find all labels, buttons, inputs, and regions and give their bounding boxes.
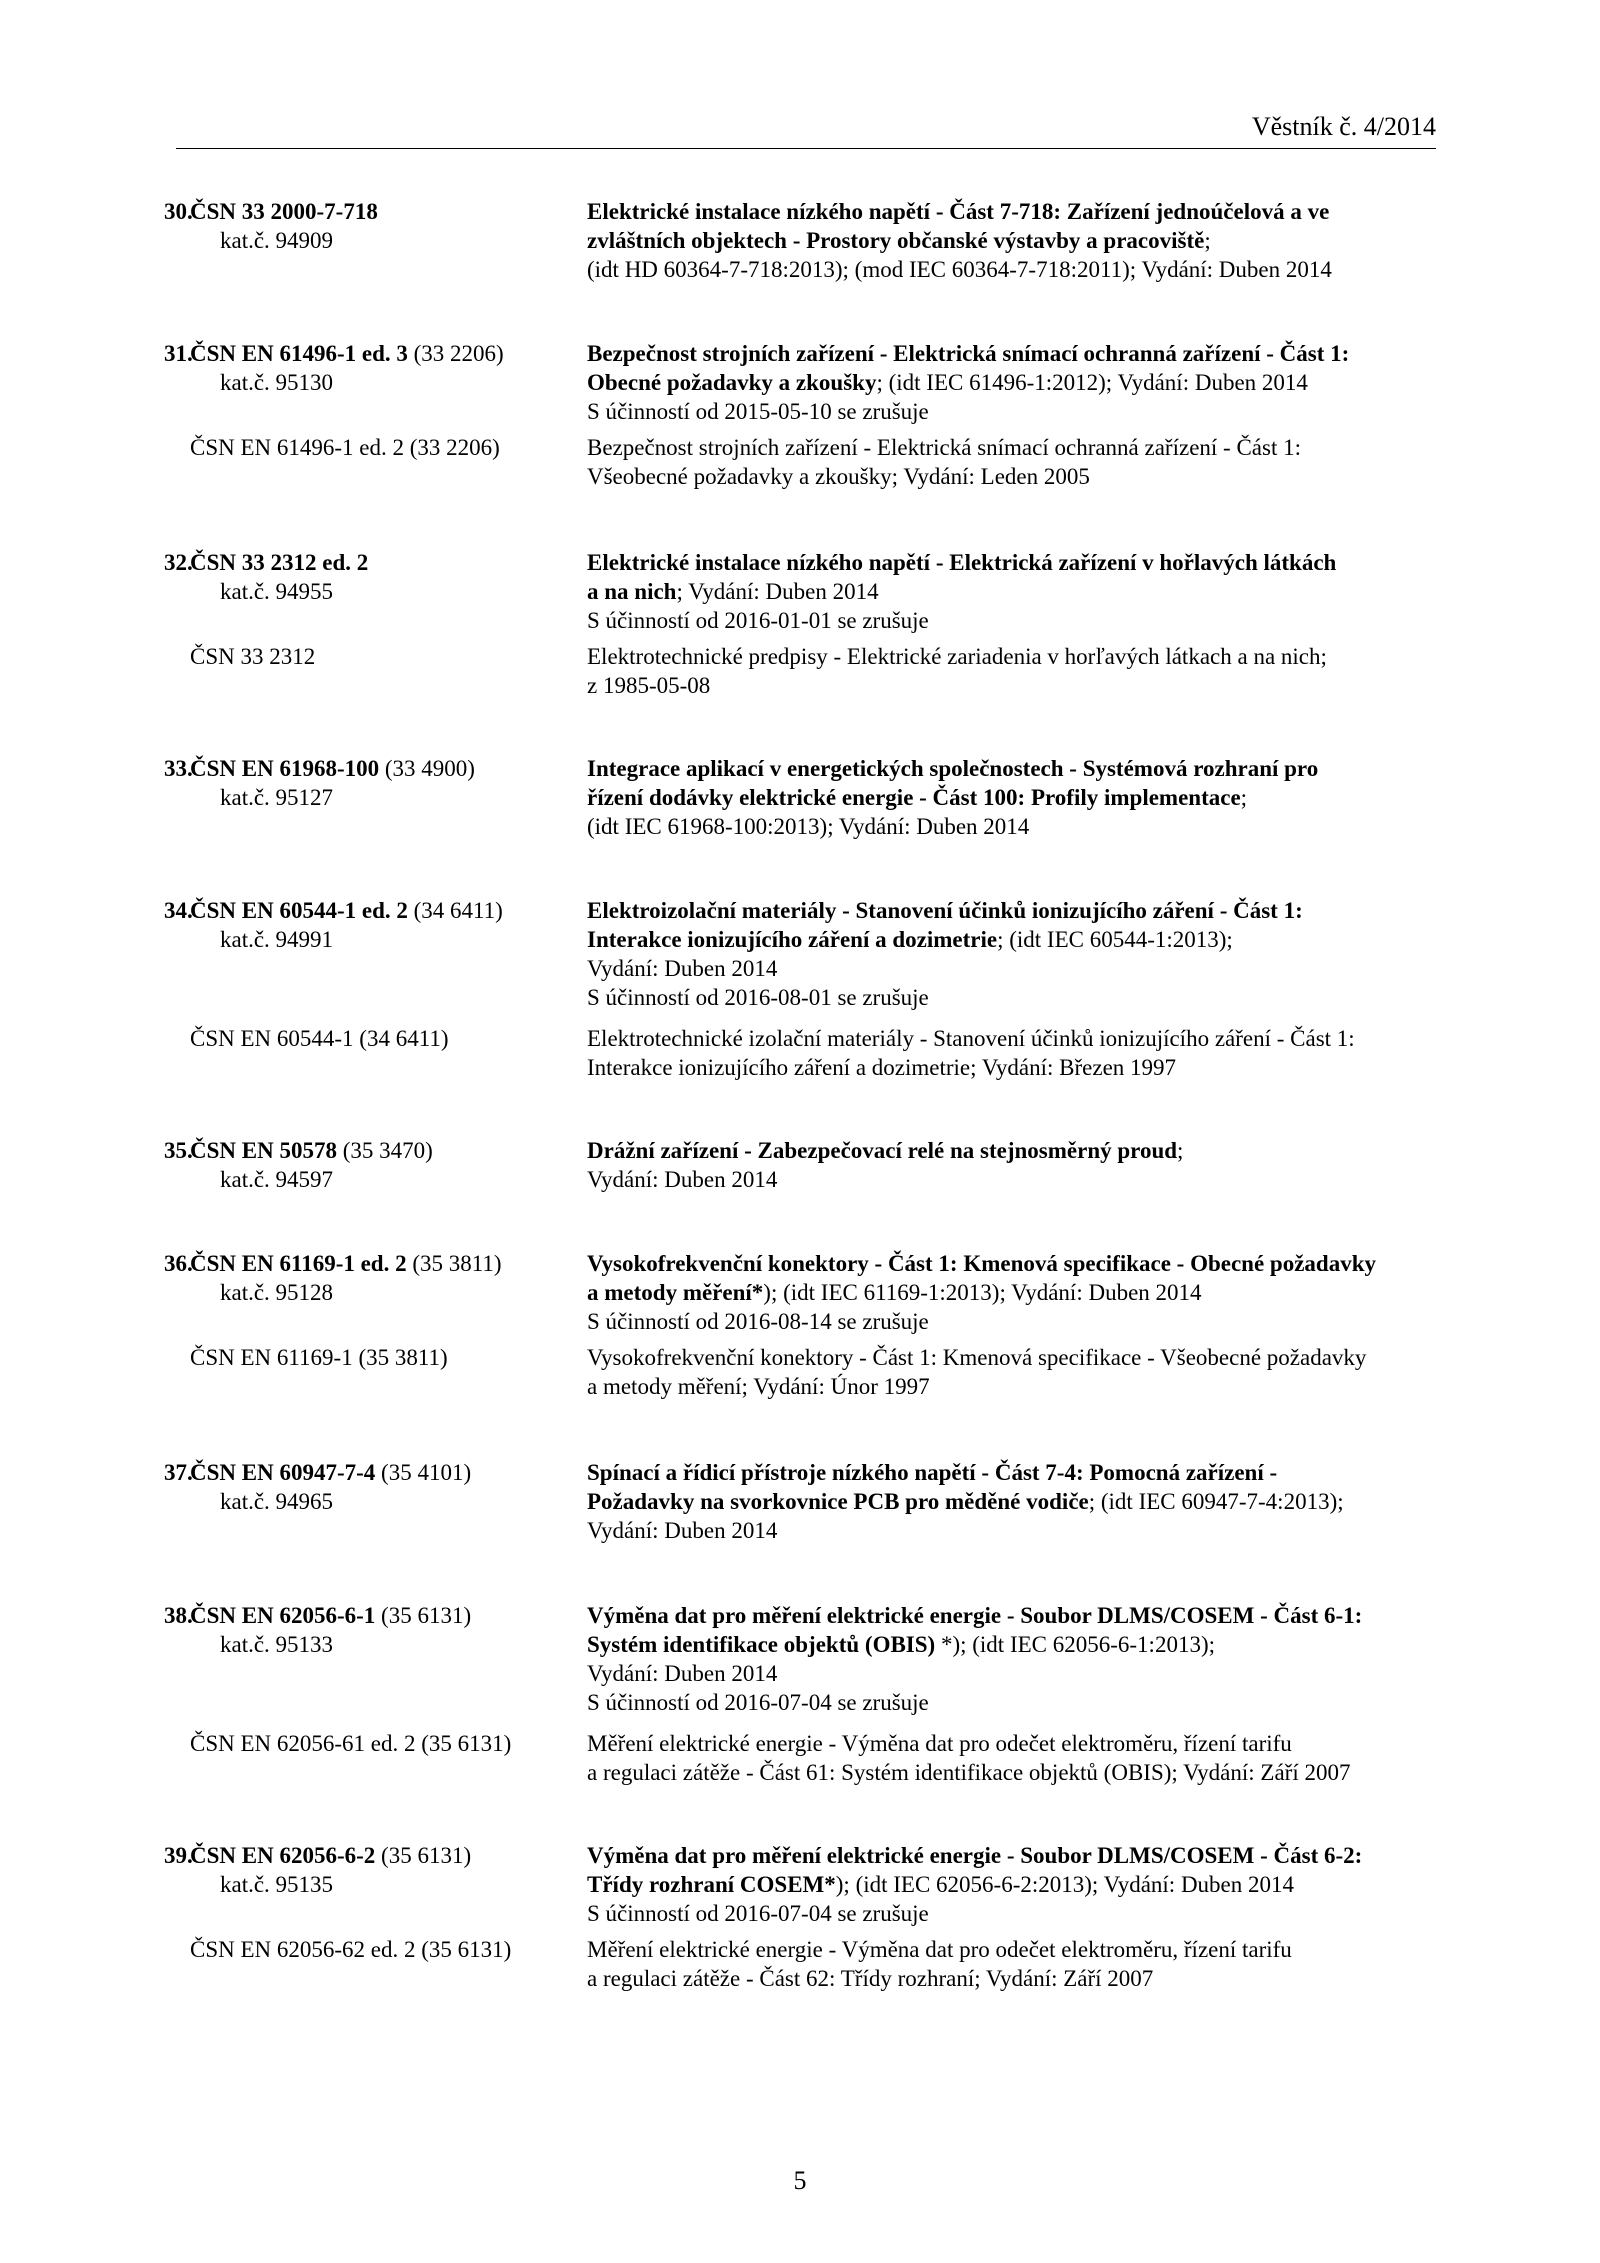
entry-description [587, 1136, 1427, 1194]
entry-number: 30. [164, 199, 193, 224]
entry-description [587, 1841, 1427, 1928]
replaced-description-line: Elektrotechnické predpisy - Elektrické zariadenia v horľavých látkach a na nich; [587, 644, 1327, 669]
entry-description [587, 896, 1427, 1012]
replaced-description [587, 1343, 1427, 1401]
replaced-description-line: Vysokofrekvenční konektory - Část 1: Kmenová specifikace - Všeobecné požadavky [587, 1345, 1367, 1370]
description-title: Bezpečnost strojních zařízení - Elektrická snímací ochranná zařízení - Část 1: [587, 341, 1350, 366]
description-line [587, 226, 1427, 255]
description-detail: ; Vydání: Duben 2014 [676, 579, 879, 604]
entry-description [587, 1249, 1427, 1336]
replaced-identifier [190, 1729, 570, 1758]
entry-code-line [164, 548, 570, 577]
entry-number: 32. [164, 550, 193, 575]
description-detail: Vydání: Duben 2014 [587, 1661, 778, 1686]
entry-number: 33. [164, 756, 193, 781]
entry-identifier [164, 1601, 570, 1659]
description-line [587, 197, 1427, 226]
replaced-description [587, 1024, 1427, 1082]
replaced-identifier [190, 642, 570, 671]
entry-code-line [164, 1249, 570, 1278]
description-line [587, 1136, 1427, 1165]
description-detail: ; (idt IEC 60544-1:2013); [997, 927, 1233, 952]
catalog-number: kat.č. 94909 [220, 228, 334, 253]
description-line [587, 1516, 1427, 1545]
catalog-number: kat.č. 95127 [220, 785, 334, 810]
description-detail: S účinností od 2016-07-04 se zrušuje [587, 1901, 929, 1926]
description-title: Vysokofrekvenční konektory - Část 1: Kmenová specifikace - Obecné požadavky [587, 1251, 1377, 1276]
description-detail: S účinností od 2015-05-10 se zrušuje [587, 399, 929, 424]
entry-description [587, 548, 1427, 635]
description-line [587, 368, 1427, 397]
entry-code-line [164, 1136, 570, 1165]
description-title: zvláštních objektech - Prostory občanské výstavby a pracoviště [587, 228, 1205, 253]
description-line [587, 812, 1427, 841]
entry-number: 37. [164, 1460, 193, 1485]
catalog-number: kat.č. 95133 [220, 1632, 334, 1657]
replaced-description-line: Všeobecné požadavky a zkoušky; Vydání: Leden 2005 [587, 464, 1090, 489]
standard-code: ČSN EN 50578 [190, 1138, 337, 1163]
catalog-number: kat.č. 94597 [220, 1167, 334, 1192]
entry-number: 36. [164, 1251, 193, 1276]
description-title: Systém identifikace objektů (OBIS) [587, 1632, 936, 1657]
description-detail: ; (idt IEC 61496-1:2012); Vydání: Duben 2014 [876, 370, 1308, 395]
standard-class-code: (35 6131) [375, 1843, 472, 1868]
description-detail: ); (idt IEC 61169-1:2013); Vydání: Duben 2014 [763, 1280, 1202, 1305]
description-title: Drážní zařízení - Zabezpečovací relé na stejnosměrný proud [587, 1138, 1178, 1163]
replaced-description-line: Interakce ionizujícího záření a dozimetrie; Vydání: Březen 1997 [587, 1055, 1177, 1080]
entry-identifier [164, 896, 570, 954]
description-line [587, 255, 1427, 284]
description-line [587, 1899, 1427, 1928]
standard-code: ČSN EN 61968-100 [190, 756, 380, 781]
description-line [587, 606, 1427, 635]
description-line [587, 1307, 1427, 1336]
description-title: Elektrické instalace nízkého napětí - Část 7-718: Zařízení jednoúčelová a ve [587, 199, 1330, 224]
replaced-description [587, 1935, 1427, 1993]
replaced-code: ČSN EN 62056-61 ed. 2 (35 6131) [190, 1731, 512, 1756]
replaced-description [587, 433, 1427, 491]
entry-code-line [164, 197, 570, 226]
description-detail: S účinností od 2016-08-01 se zrušuje [587, 985, 929, 1010]
description-line [587, 397, 1427, 426]
replaced-description-line: z 1985-05-08 [587, 673, 711, 698]
entry-number: 31. [164, 341, 193, 366]
replaced-code: ČSN 33 2312 [190, 644, 316, 669]
standard-code: ČSN EN 61496-1 ed. 3 [190, 341, 408, 366]
description-line [587, 1487, 1427, 1516]
description-title: Výměna dat pro měření elektrické energie - Soubor DLMS/COSEM - Část 6-2: [587, 1843, 1363, 1868]
replaced-description-line: a regulaci zátěže - Část 61: Systém identifikace objektů (OBIS); Vydání: Září 2007 [587, 1760, 1351, 1785]
standard-class-code: (35 6131) [375, 1603, 472, 1628]
entry-description [587, 339, 1427, 426]
entry-identifier [164, 1136, 570, 1194]
entry-code-line [164, 1841, 570, 1870]
description-detail: ; [1177, 1138, 1184, 1163]
standard-code: ČSN EN 60947-7-4 [190, 1460, 376, 1485]
description-line [587, 925, 1427, 954]
description-line [587, 983, 1427, 1012]
description-detail: (idt IEC 61968-100:2013); Vydání: Duben 2014 [587, 814, 1030, 839]
standard-code: ČSN EN 62056-6-2 [190, 1843, 376, 1868]
replaced-description-line: a metody měření; Vydání: Únor 1997 [587, 1374, 930, 1399]
description-detail: Vydání: Duben 2014 [587, 1167, 778, 1192]
description-line [587, 577, 1427, 606]
standard-class-code: (35 3470) [336, 1138, 433, 1163]
description-detail: ); (idt IEC 62056-6-2:2013); Vydání: Duben 2014 [835, 1872, 1295, 1897]
description-detail: ; [1240, 785, 1248, 810]
description-title: Spínací a řídicí přístroje nízkého napětí - Část 7-4: Pomocná zařízení - [587, 1460, 1278, 1485]
catalog-number: kat.č. 94991 [220, 927, 334, 952]
description-line [587, 1659, 1427, 1688]
standard-class-code: (35 4101) [375, 1460, 472, 1485]
entry-number: 39. [164, 1843, 193, 1868]
entry-identifier [164, 1249, 570, 1307]
replaced-description-line: Bezpečnost strojních zařízení - Elektrická snímací ochranná zařízení - Část 1: [587, 435, 1301, 460]
entry-identifier [164, 1458, 570, 1516]
description-title: Elektroizolační materiály - Stanovení účinků ionizujícího záření - Část 1: [587, 898, 1303, 923]
description-title: Obecné požadavky a zkoušky [587, 370, 877, 395]
entry-identifier [164, 1841, 570, 1899]
entry-identifier [164, 754, 570, 812]
bulletin-title: Věstník č. 4/2014 [1251, 112, 1436, 141]
replaced-code: ČSN EN 60544-1 (34 6411) [190, 1026, 449, 1051]
description-line [587, 1870, 1427, 1899]
description-title: a na nich [587, 579, 677, 604]
entry-number: 35. [164, 1138, 193, 1163]
entry-number: 34. [164, 898, 193, 923]
description-title: Výměna dat pro měření elektrické energie - Soubor DLMS/COSEM - Část 6-1: [587, 1603, 1363, 1628]
description-detail: S účinností od 2016-08-14 se zrušuje [587, 1309, 929, 1334]
catalog-number: kat.č. 94965 [220, 1489, 334, 1514]
description-title: Interakce ionizujícího záření a dozimetrie [587, 927, 998, 952]
description-line [587, 896, 1427, 925]
replaced-description-line: Elektrotechnické izolační materiály - Stanovení účinků ionizujícího záření - Část 1: [587, 1026, 1355, 1051]
standard-class-code: (33 2206) [407, 341, 504, 366]
description-title: řízení dodávky elektrické energie - Část 100: Profily implementace [587, 785, 1241, 810]
description-line [587, 548, 1427, 577]
replaced-description-line: Měření elektrické energie - Výměna dat pro odečet elektroměru, řízení tarifu [587, 1731, 1292, 1756]
standard-class-code: (33 4900) [379, 756, 475, 781]
standard-code: ČSN EN 61169-1 ed. 2 [190, 1251, 407, 1276]
description-line [587, 783, 1427, 812]
entry-description [587, 1458, 1427, 1545]
standard-class-code: (35 3811) [406, 1251, 502, 1276]
description-title: a metody měření* [587, 1280, 764, 1305]
description-detail: ; (idt IEC 60947-7-4:2013); [1088, 1489, 1344, 1514]
entry-identifier [164, 339, 570, 397]
entry-code-line [164, 339, 570, 368]
page-number: 5 [793, 2166, 807, 2195]
description-line [587, 754, 1427, 783]
replaced-code: ČSN EN 61496-1 ed. 2 (33 2206) [190, 435, 500, 460]
entry-number: 38. [164, 1603, 193, 1628]
description-line [587, 1278, 1427, 1307]
description-detail: *); (idt IEC 62056-6-1:2013); [935, 1632, 1215, 1657]
catalog-number: kat.č. 94955 [220, 579, 334, 604]
catalog-number: kat.č. 95128 [220, 1280, 334, 1305]
description-line [587, 1630, 1427, 1659]
catalog-number: kat.č. 95135 [220, 1872, 334, 1897]
replaced-description-line: Měření elektrické energie - Výměna dat pro odečet elektroměru, řízení tarifu [587, 1937, 1292, 1962]
description-detail: ; [1204, 228, 1211, 253]
description-detail: Vydání: Duben 2014 [587, 1518, 778, 1543]
entry-description [587, 1601, 1427, 1717]
description-detail: (idt HD 60364-7-718:2013); (mod IEC 60364-7-718:2011); Vydání: Duben 2014 [587, 257, 1332, 282]
description-title: Elektrické instalace nízkého napětí - Elektrická zařízení v hořlavých látkách [587, 550, 1337, 575]
entry-code-line [164, 1458, 570, 1487]
standard-code: ČSN EN 62056-6-1 [190, 1603, 376, 1628]
description-title: Požadavky na svorkovnice PCB pro měděné vodiče [587, 1489, 1089, 1514]
replaced-description-line: a regulaci zátěže - Část 62: Třídy rozhraní; Vydání: Září 2007 [587, 1966, 1154, 1991]
standard-code: ČSN 33 2312 ed. 2 [190, 550, 369, 575]
description-line [587, 1249, 1427, 1278]
catalog-number: kat.č. 95130 [220, 370, 334, 395]
entry-description [587, 754, 1427, 841]
description-detail: S účinností od 2016-07-04 se zrušuje [587, 1690, 929, 1715]
description-line [587, 1841, 1427, 1870]
description-title: Třídy rozhraní COSEM* [587, 1872, 836, 1897]
standard-class-code: (34 6411) [407, 898, 503, 923]
description-line [587, 1165, 1427, 1194]
description-title: Integrace aplikací v energetických společnostech - Systémová rozhraní pro [587, 756, 1319, 781]
description-detail: Vydání: Duben 2014 [587, 956, 778, 981]
replaced-description [587, 1729, 1427, 1787]
standard-code: ČSN EN 60544-1 ed. 2 [190, 898, 408, 923]
replaced-code: ČSN EN 61169-1 (35 3811) [190, 1345, 448, 1370]
entry-code-line [164, 1601, 570, 1630]
entry-identifier [164, 197, 570, 255]
entry-code-line [164, 896, 570, 925]
description-line [587, 954, 1427, 983]
standard-code: ČSN 33 2000-7-718 [190, 199, 378, 224]
replaced-identifier [190, 1343, 570, 1372]
description-line [587, 339, 1427, 368]
description-line [587, 1601, 1427, 1630]
entry-code-line [164, 754, 570, 783]
replaced-description [587, 642, 1427, 700]
replaced-code: ČSN EN 62056-62 ed. 2 (35 6131) [190, 1937, 512, 1962]
description-line [587, 1688, 1427, 1717]
description-detail: S účinností od 2016-01-01 se zrušuje [587, 608, 929, 633]
replaced-identifier [190, 1024, 570, 1053]
description-line [587, 1458, 1427, 1487]
replaced-identifier [190, 1935, 570, 1964]
header-rule [176, 148, 1436, 149]
replaced-identifier [190, 433, 570, 462]
entry-identifier [164, 548, 570, 606]
entry-description [587, 197, 1427, 284]
